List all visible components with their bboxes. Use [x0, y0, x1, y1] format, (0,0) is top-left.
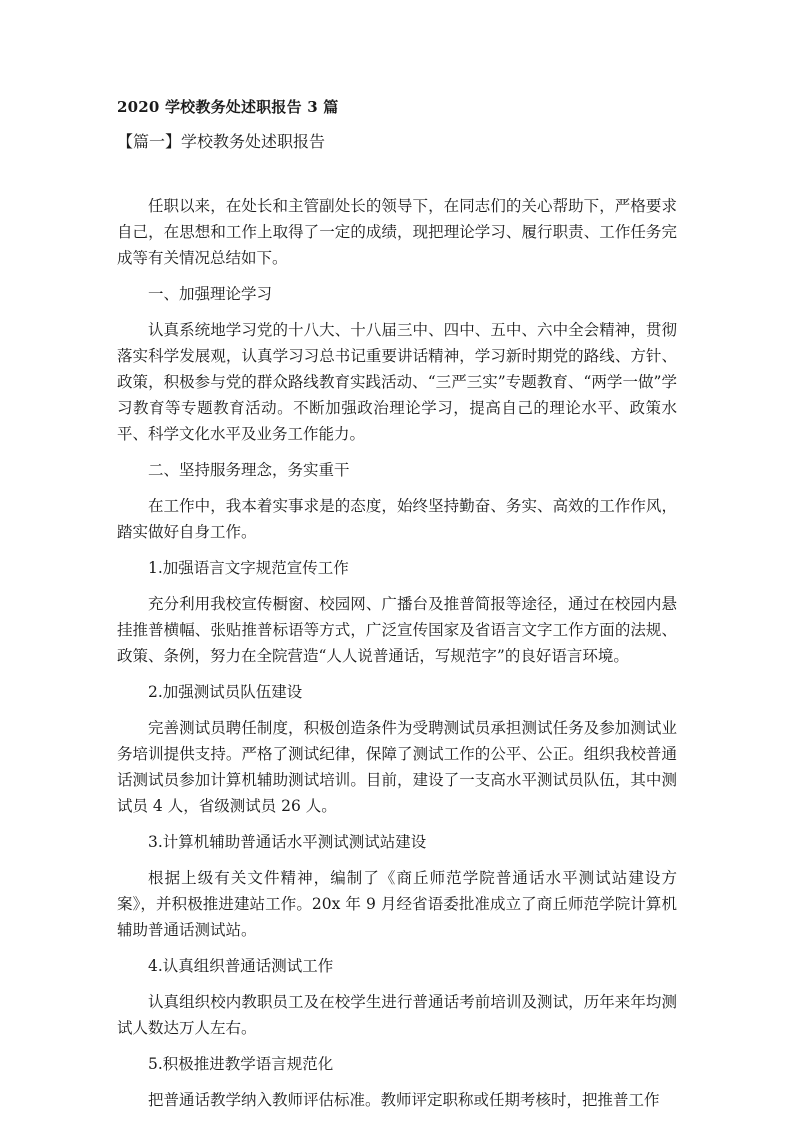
paragraph-work-attitude: 在工作中，我本着实事求是的态度，始终坚持勤奋、务实、高效的工作作风，踏实做好自身工作。	[117, 497, 677, 541]
document-subtitle: 【篇一】学校教务处述职报告	[117, 132, 326, 151]
subsection-heading-1: 1.加强语言文字规范宣传工作	[148, 559, 349, 577]
paragraph-tester-team: 完善测试员聘任制度，积极创造条件为受聘测试员承担测试任务及参加测试业务培训提供支持。严格了测试纪律，保障了测试工作的公平、公正。组织我校普通话测试员参加计算机辅助测试培训。目前，建设了一支高水平测试员队伍，其中测试员 4 人，省级测试员 26 人。	[117, 719, 677, 815]
subsection-heading-5: 5.积极推进教学语言规范化	[148, 1055, 334, 1073]
subsection-heading-2: 2.加强测试员队伍建设	[148, 683, 303, 701]
paragraph-publicity: 充分利用我校宣传橱窗、校园网、广播台及推普简报等途径，通过在校园内悬挂推普横幅、张贴推普标语等方式，广泛宣传国家及省语言文字工作方面的法规、政策、条例，努力在全院营造“人人说普通话，写规范字”的良好语言环境。	[117, 595, 677, 665]
paragraph-test-organization: 认真组织校内教职员工及在校学生进行普通话考前培训及测试，历年来年均测试人数达万人左右。	[117, 993, 677, 1037]
subsection-heading-4: 4.认真组织普通话测试工作	[148, 957, 334, 975]
subsection-heading-3: 3.计算机辅助普通话水平测试测试站建设	[148, 833, 427, 851]
document-body	[117, 193, 677, 1123]
paragraph-teaching-language: 把普通话教学纳入教师评估标准。教师评定职称或任期考核时，把推普工作	[148, 1091, 660, 1109]
section-heading-1: 一、加强理论学习	[148, 285, 273, 303]
paragraph-intro: 任职以来，在处长和主管副处长的领导下，在同志们的关心帮助下，严格要求自己，在思想和工作上取得了一定的成绩，现把理论学习、履行职责、工作任务完成等有关情况总结如下。	[117, 197, 677, 267]
paragraph-test-station: 根据上级有关文件精神，编制了《商丘师范学院普通话水平测试站建设方案》，并积极推进建站工作。20x 年 9 月经省语委批准成立了商丘师范学院计算机辅助普通话测试站。	[117, 869, 677, 939]
section-heading-2: 二、坚持服务理念，务实重干	[148, 461, 350, 479]
document-title: 2020 学校教务处述职报告 3 篇	[117, 98, 339, 116]
paragraph-theory-study: 认真系统地学习党的十八大、十八届三中、四中、五中、六中全会精神，贯彻落实科学发展观，认真学习习总书记重要讲话精神，学习新时期党的路线、方针、政策，积极参与党的群众路线教育实践活动、“三严三实”专题教育、“两学一做”学习教育等专题教育活动。不断加强政治理论学习，提高自己的理论水平、政策水平、科学文化水平及业务工作能力。	[117, 321, 677, 443]
